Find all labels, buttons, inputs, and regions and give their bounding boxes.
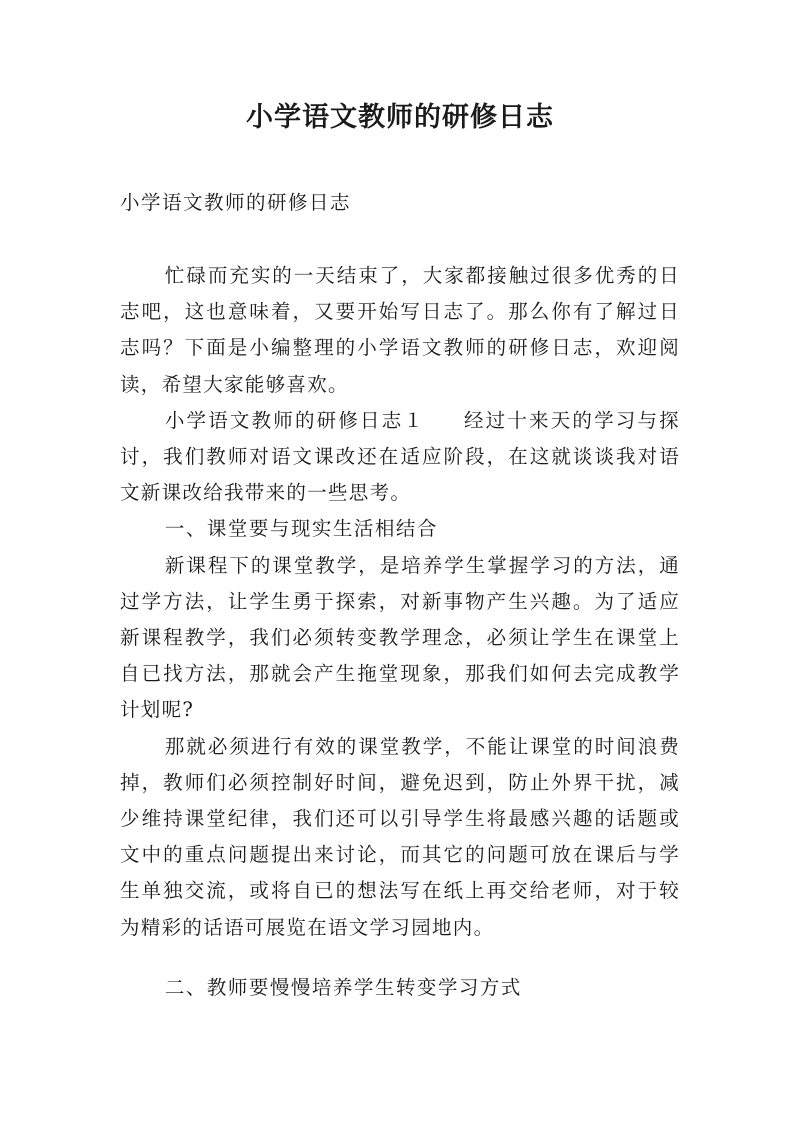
section1-paragraph-2: 那就必须进行有效的课堂教学，不能让课堂的时间浪费掉，教师们必须控制好时间，避免迟到，防止外界干扰，减少维持课堂纪律，我们还可以引导学生将最感兴趣的话题或文中的重点问题提出来讨论，而其它的问题可放在课后与学生单独交流，或将自已的想法写在纸上再交给老师，对于较为精彩的话语可展览在语文学习园地内。 [120,734,680,939]
document-subtitle: 小学语文教师的研修日志 [120,191,352,214]
entry1-text: 经过十来天的学习与探讨，我们教师对语文课改还在适应阶段，在这就谈谈我对语文新课改给我带来的一些思考。 [120,408,680,505]
section2-heading: 二、教师要慢慢培养学生转变学习方式 [164,975,522,999]
document-body [120,258,680,1006]
section1-paragraph-1: 新课程下的课堂教学，是培养学生掌握学习的方法，通过学方法，让学生勇于探索，对新事物产生兴趣。为了适应新课程教学，我们必须转变教学理念，必须让学生在课堂上自已找方法，那就会产生拖堂现象，那我们如何去完成教学计划呢? [120,553,680,722]
intro-paragraph: 忙碌而充实的一天结束了，大家都接触过很多优秀的日志吧，这也意味着，又要开始写日志了。那么你有了解过日志吗？下面是小编整理的小学语文教师的研修日志，欢迎阅读，希望大家能够喜欢。 [120,264,680,396]
entry1-paragraph [120,403,680,512]
entry1-label: 小学语文教师的研修日志１ [164,408,426,432]
document-title: 小学语文教师的研修日志 [246,102,554,133]
section1-heading: 一、课堂要与现实生活相结合 [164,517,438,541]
